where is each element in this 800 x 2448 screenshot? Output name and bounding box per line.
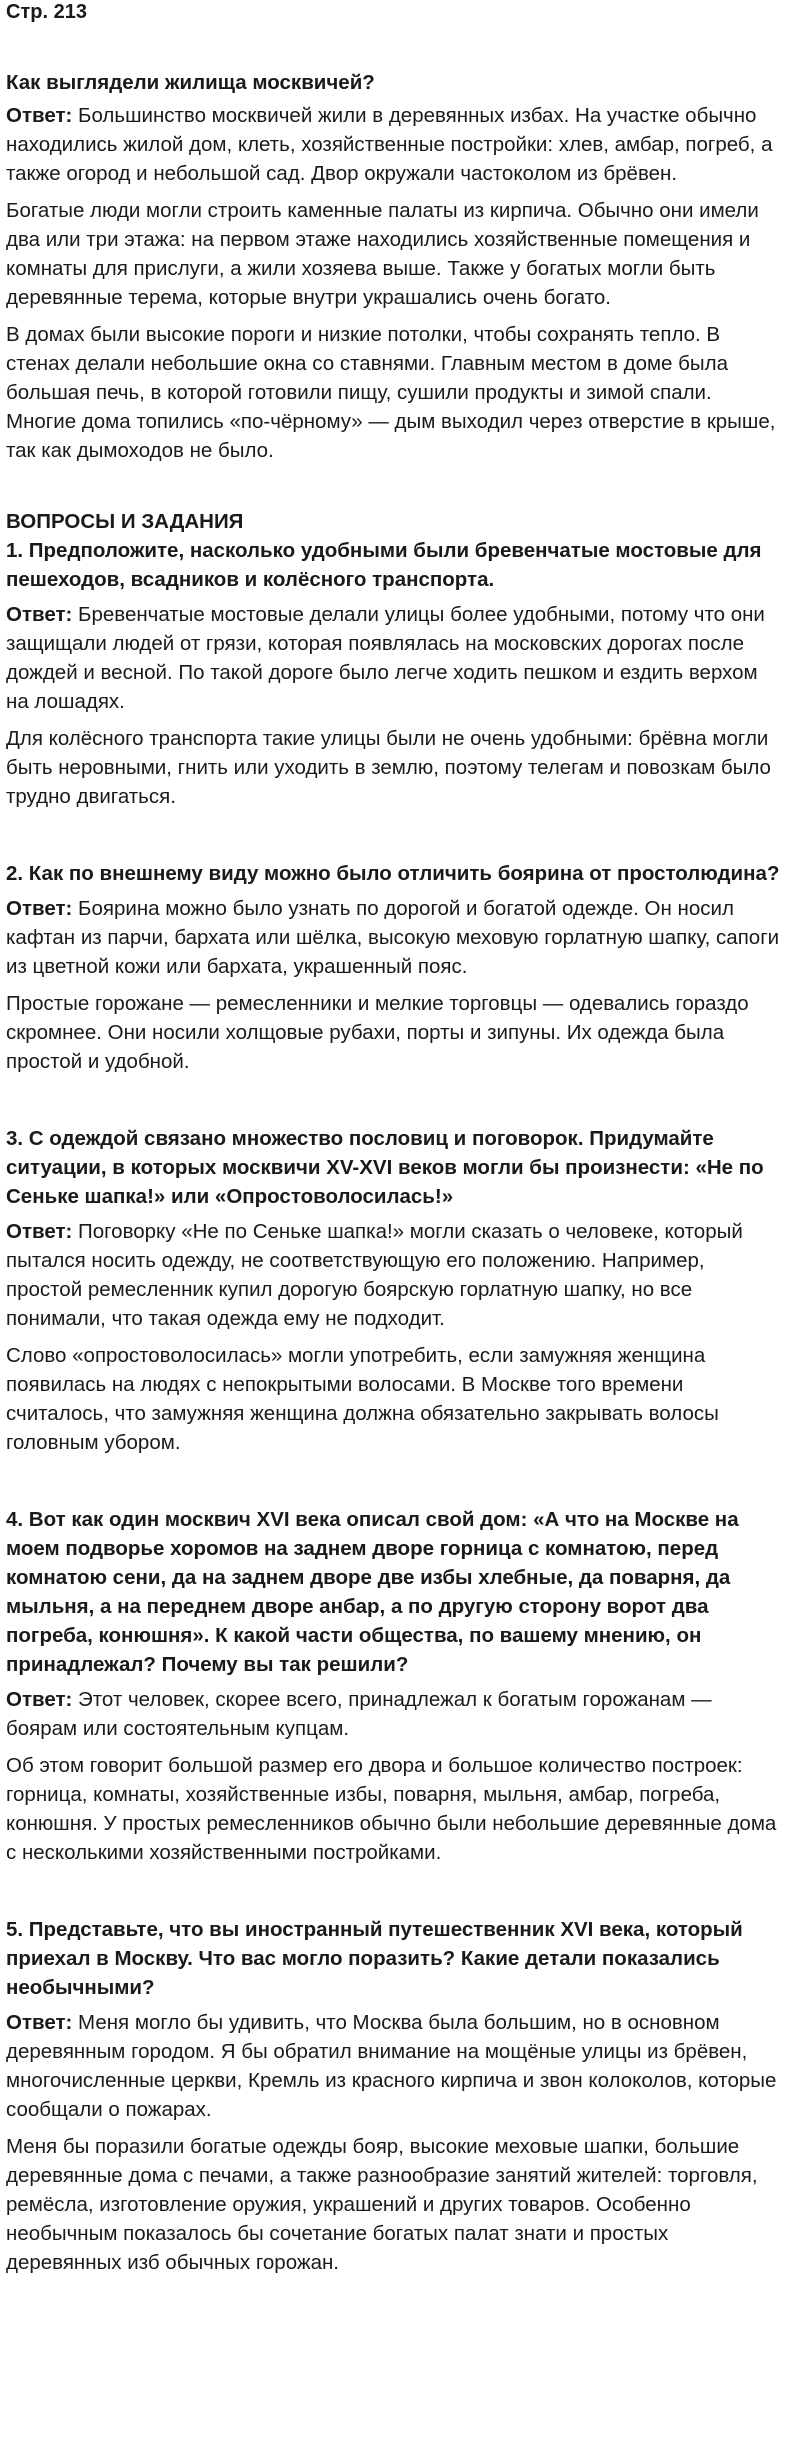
intro-paragraph: В домах были высокие пороги и низкие потолки, чтобы сохранять тепло. В стенах делали небольшие окна со ставнями. Главным местом в доме была большая печь, в которой готовили пищу, сушили продукты и зимой спали. Многие дома топились «по-чёрному» — дым выходил через отверстие в крыше, так как дымоходов не было. — [6, 323, 776, 462]
task-3 — [6, 1124, 785, 1457]
task-question: 3. С одеждой связано множество пословиц и поговорок. Придумайте ситуации, в которых москвичи XV-XVI веков могли бы произнести: «Не по Сеньке шапка!» или «Опростоволосилась!» — [6, 1127, 764, 1208]
page-number: Стр. 213 — [6, 1, 87, 23]
task-answer-paragraph — [6, 1685, 785, 1743]
task-4 — [6, 1505, 785, 1867]
answer-label: Ответ: — [6, 1688, 73, 1711]
task-question: 4. Вот как один москвич XVI века описал свой дом: «А что на Москве на моем подворье хоромов на заднем дворе горница с комнатою, перед комнатою сени, да на заднем дворе две избы хлебные, да поварня, да мыльня, а на переднем дворе анбар, а по другую сторону ворот два погреба, конюшня». К какой части общества, по вашему мнению, он принадлежал? Почему вы так решили? — [6, 1508, 739, 1676]
task-answer-paragraph: Простые горожане — ремесленники и мелкие торговцы — одевались гораздо скромнее. Они носили холщовые рубахи, порты и зипуны. Их одежда была простой и удобной. — [6, 992, 749, 1073]
answer-label: Ответ: — [6, 1220, 73, 1243]
task-question: 5. Представьте, что вы иностранный путешественник XVI века, который приехал в Москву. Что вас могло поразить? Какие детали показались необычными? — [6, 1918, 743, 1999]
task-1 — [6, 536, 785, 811]
task-question: 2. Как по внешнему виду можно было отличить боярина от простолюдина? — [6, 862, 780, 885]
task-answer-paragraph — [6, 1217, 785, 1333]
answer-text: Этот человек, скорее всего, принадлежал к богатым горожанам — боярам или состоятельным купцам. — [6, 1688, 712, 1740]
answer-label: Ответ: — [6, 603, 73, 626]
answer-text: Бревенчатые мостовые делали улицы более удобными, потому что они защищали людей от грязи, которая появлялась на московских дорогах после дождей и весной. По такой дороге было легче ходить пешком и ездить верхом на лошадях. — [6, 603, 765, 713]
task-answer-paragraph — [6, 600, 785, 716]
intro-question: Как выглядели жилища москвичей? — [6, 71, 375, 94]
task-answer-paragraph — [6, 2008, 785, 2124]
task-answer-paragraph: Для колёсного транспорта такие улицы были не очень удобными: брёвна могли быть неровными, гнить или уходить в землю, поэтому телегам и повозкам было трудно двигаться. — [6, 727, 771, 808]
task-answer-paragraph — [6, 894, 785, 981]
intro-block — [6, 68, 785, 465]
task-answer-paragraph: Меня бы поразили богатые одежды бояр, высокие меховые шапки, большие деревянные дома с печами, а также разнообразие занятий жителей: торговля, ремёсла, изготовление оружия, украшений и других товаров. Особенно необычным показалось бы сочетание богатых палат знати и простых деревянных изб обычных горожан. — [6, 2135, 758, 2274]
answer-label: Ответ: — [6, 2011, 73, 2034]
answer-label: Ответ: — [6, 897, 73, 920]
intro-paragraph: Богатые люди могли строить каменные палаты из кирпича. Обычно они имели два или три этажа: на первом этаже находились хозяйственные помещения и комнаты для прислуги, а жили хозяева выше. Также у богатых могли быть деревянные терема, которые внутри украшались очень богато. — [6, 199, 759, 309]
task-question: 1. Предположите, насколько удобными были бревенчатые мостовые для пешеходов, всадников и колёсного транспорта. — [6, 539, 762, 591]
answer-text: Боярина можно было узнать по дорогой и богатой одежде. Он носил кафтан из парчи, бархата или шёлка, высокую меховую горлатную шапку, сапоги из цветной кожи или бархата, украшенный пояс. — [6, 897, 780, 978]
answer-text: Меня могло бы удивить, что Москва была большим, но в основном деревянным городом. Я бы обратил внимание на мощёные улицы из брёвен, многочисленные церкви, Кремль из красного кирпича и звон колоколов, которые сообщали о пожарах. — [6, 2011, 777, 2121]
task-5 — [6, 1915, 785, 2277]
answer-label: Ответ: — [6, 104, 73, 127]
task-answer-paragraph: Слово «опростоволосилась» могли употребить, если замужняя женщина появилась на людях с непокрытыми волосами. В Москве того времени считалось, что замужняя женщина должна обязательно закрывать волосы головным убором. — [6, 1344, 719, 1454]
task-2 — [6, 859, 785, 1076]
answer-text: Поговорку «Не по Сеньке шапка!» могли сказать о человеке, который пытался носить одежду, не соответствующую его положению. Например, простой ремесленник купил дорогую боярскую горлатную шапку, но все понимали, что такая одежда ему не подходит. — [6, 1220, 743, 1330]
task-answer-paragraph: Об этом говорит большой размер его двора и большое количество построек: горница, комнаты, хозяйственные избы, поварня, мыльня, амбар, погреба, конюшня. У простых ремесленников обычно были небольшие деревянные дома с несколькими хозяйственными постройками. — [6, 1754, 777, 1864]
intro-answer-paragraph — [6, 101, 785, 188]
answer-text: Большинство москвичей жили в деревянных избах. На участке обычно находились жилой дом, клеть, хозяйственные постройки: хлев, амбар, погреб, а также огород и небольшой сад. Двор окружали частоколом из брёвен. — [6, 104, 773, 185]
section-title: ВОПРОСЫ И ЗАДАНИЯ — [6, 510, 244, 533]
